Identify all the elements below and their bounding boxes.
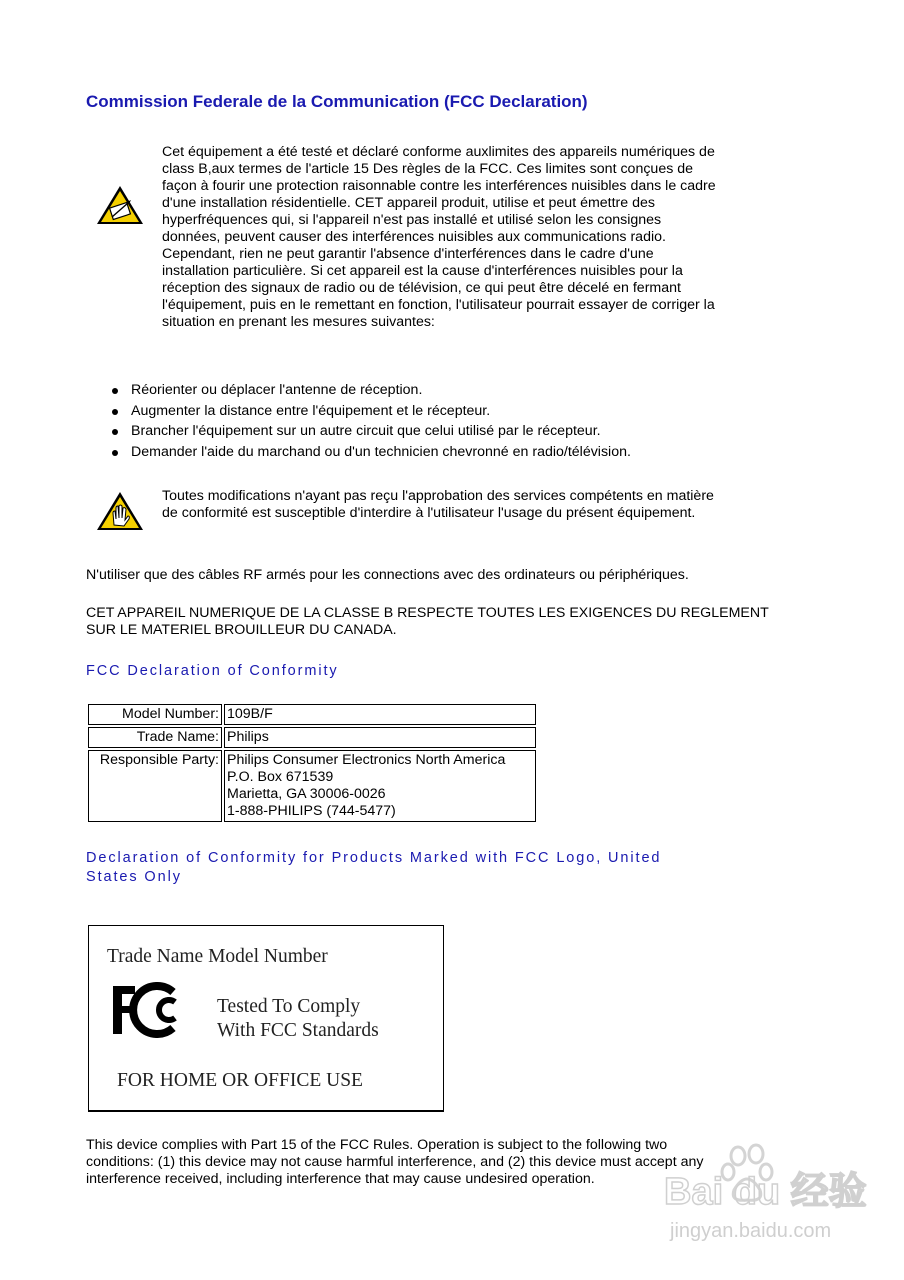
canada-note: CET APPAREIL NUMERIQUE DE LA CLASSE B RESPECTE TOUTES LES EXIGENCES DU REGLEMENT SUR LE MATERIEL BROUILLEUR DU CANADA. [86, 605, 769, 638]
table-row [88, 750, 536, 822]
cables-note: N'utiliser que des câbles RF armés pour les connections avec des ordinateurs ou périphériques. [86, 567, 689, 583]
hand-caution-icon [94, 489, 146, 533]
table-row [88, 704, 536, 725]
fcc-conformity-heading: FCC Declaration of Conformity [86, 663, 339, 679]
model-number-value: 109B/F [224, 704, 536, 725]
list-item: Augmenter la distance entre l'équipement et le récepteur. [110, 401, 631, 422]
watermark-brand: Bai du 经验 [664, 1171, 867, 1213]
table-row [88, 727, 536, 748]
tested-line-2: With FCC Standards [217, 1020, 379, 1041]
list-item: Réorienter ou déplacer l'antenne de réception. [110, 380, 631, 401]
page-title: Commission Federale de la Communication (FCC Declaration) [86, 92, 588, 111]
party-line: Marietta, GA 30006-0026 [227, 786, 386, 802]
party-line: P.O. Box 671539 [227, 769, 334, 785]
party-line: Philips Consumer Electronics North America [227, 752, 506, 768]
measures-list [110, 380, 631, 462]
list-item: Brancher l'équipement sur un autre circuit que celui utilisé par le récepteur. [110, 421, 631, 442]
baidu-watermark [660, 1142, 890, 1252]
tested-line-1: Tested To Comply [217, 996, 361, 1017]
compliance-paragraph: This device complies with Part 15 of the FCC Rules. Operation is subject to the following two conditions: (1) this device may not cause harmful interference, and (2) this device must accept any interference received, including interference that may cause undesired operation. [86, 1137, 704, 1187]
home-office-text: FOR HOME OR OFFICE USE [117, 1070, 363, 1091]
fcc-logo-box [88, 925, 444, 1112]
warning-paragraph: Toutes modifications n'ayant pas reçu l'approbation des services compétents en matière de conformité est susceptible d'interdire à l'utilisateur l'usage du présent équipement. [162, 488, 714, 521]
responsible-party-label: Responsible Party: [88, 750, 222, 822]
baidu-paw-logo [660, 1142, 890, 1222]
fcc-logo-icon [111, 982, 185, 1038]
products-heading: Declaration of Conformity for Products Marked with FCC Logo, United States Only [86, 850, 662, 885]
note-warning-icon [94, 183, 146, 227]
responsible-party-value [224, 750, 536, 822]
watermark-url: jingyan.baidu.com [670, 1220, 832, 1242]
trade-name-label: Trade Name: [88, 727, 222, 748]
intro-paragraph: Cet équipement a été testé et déclaré conforme auxlimites des appareils numériques de class B,aux termes de l'article 15 Des règles de la FCC. Ces limites sont conçues de façon à fourir une protection raisonnable contre les interférences nuisibles dans le cadre d'une installation résidentielle. CET appareil produit, utilise et peut émettre des hyperfréquences qui, si l'appareil n'est pas installé et utilisé selon les consignes données, peuvent causer des interférences nuisibles aux communications radio. Cependant, rien ne peut garantir l'absence d'interférences dans le cadre d'une installation particulière. Si cet appareil est la cause d'interférences nuisibles pour la réception des signaux de radio ou de télévision, ce qui peut être décelé en fermant l'équipement, puis en le remettant en fonction, l'utilisateur pourrait essayer de corriger la situation en prenant les mesures suivantes: [162, 144, 716, 330]
party-line: 1-888-PHILIPS (744-5477) [227, 803, 396, 819]
conformity-table [86, 702, 538, 824]
trade-name-model-text: Trade Name Model Number [107, 946, 328, 967]
model-number-label: Model Number: [88, 704, 222, 725]
list-item: Demander l'aide du marchand ou d'un technicien chevronné en radio/télévision. [110, 442, 631, 463]
trade-name-value: Philips [224, 727, 536, 748]
